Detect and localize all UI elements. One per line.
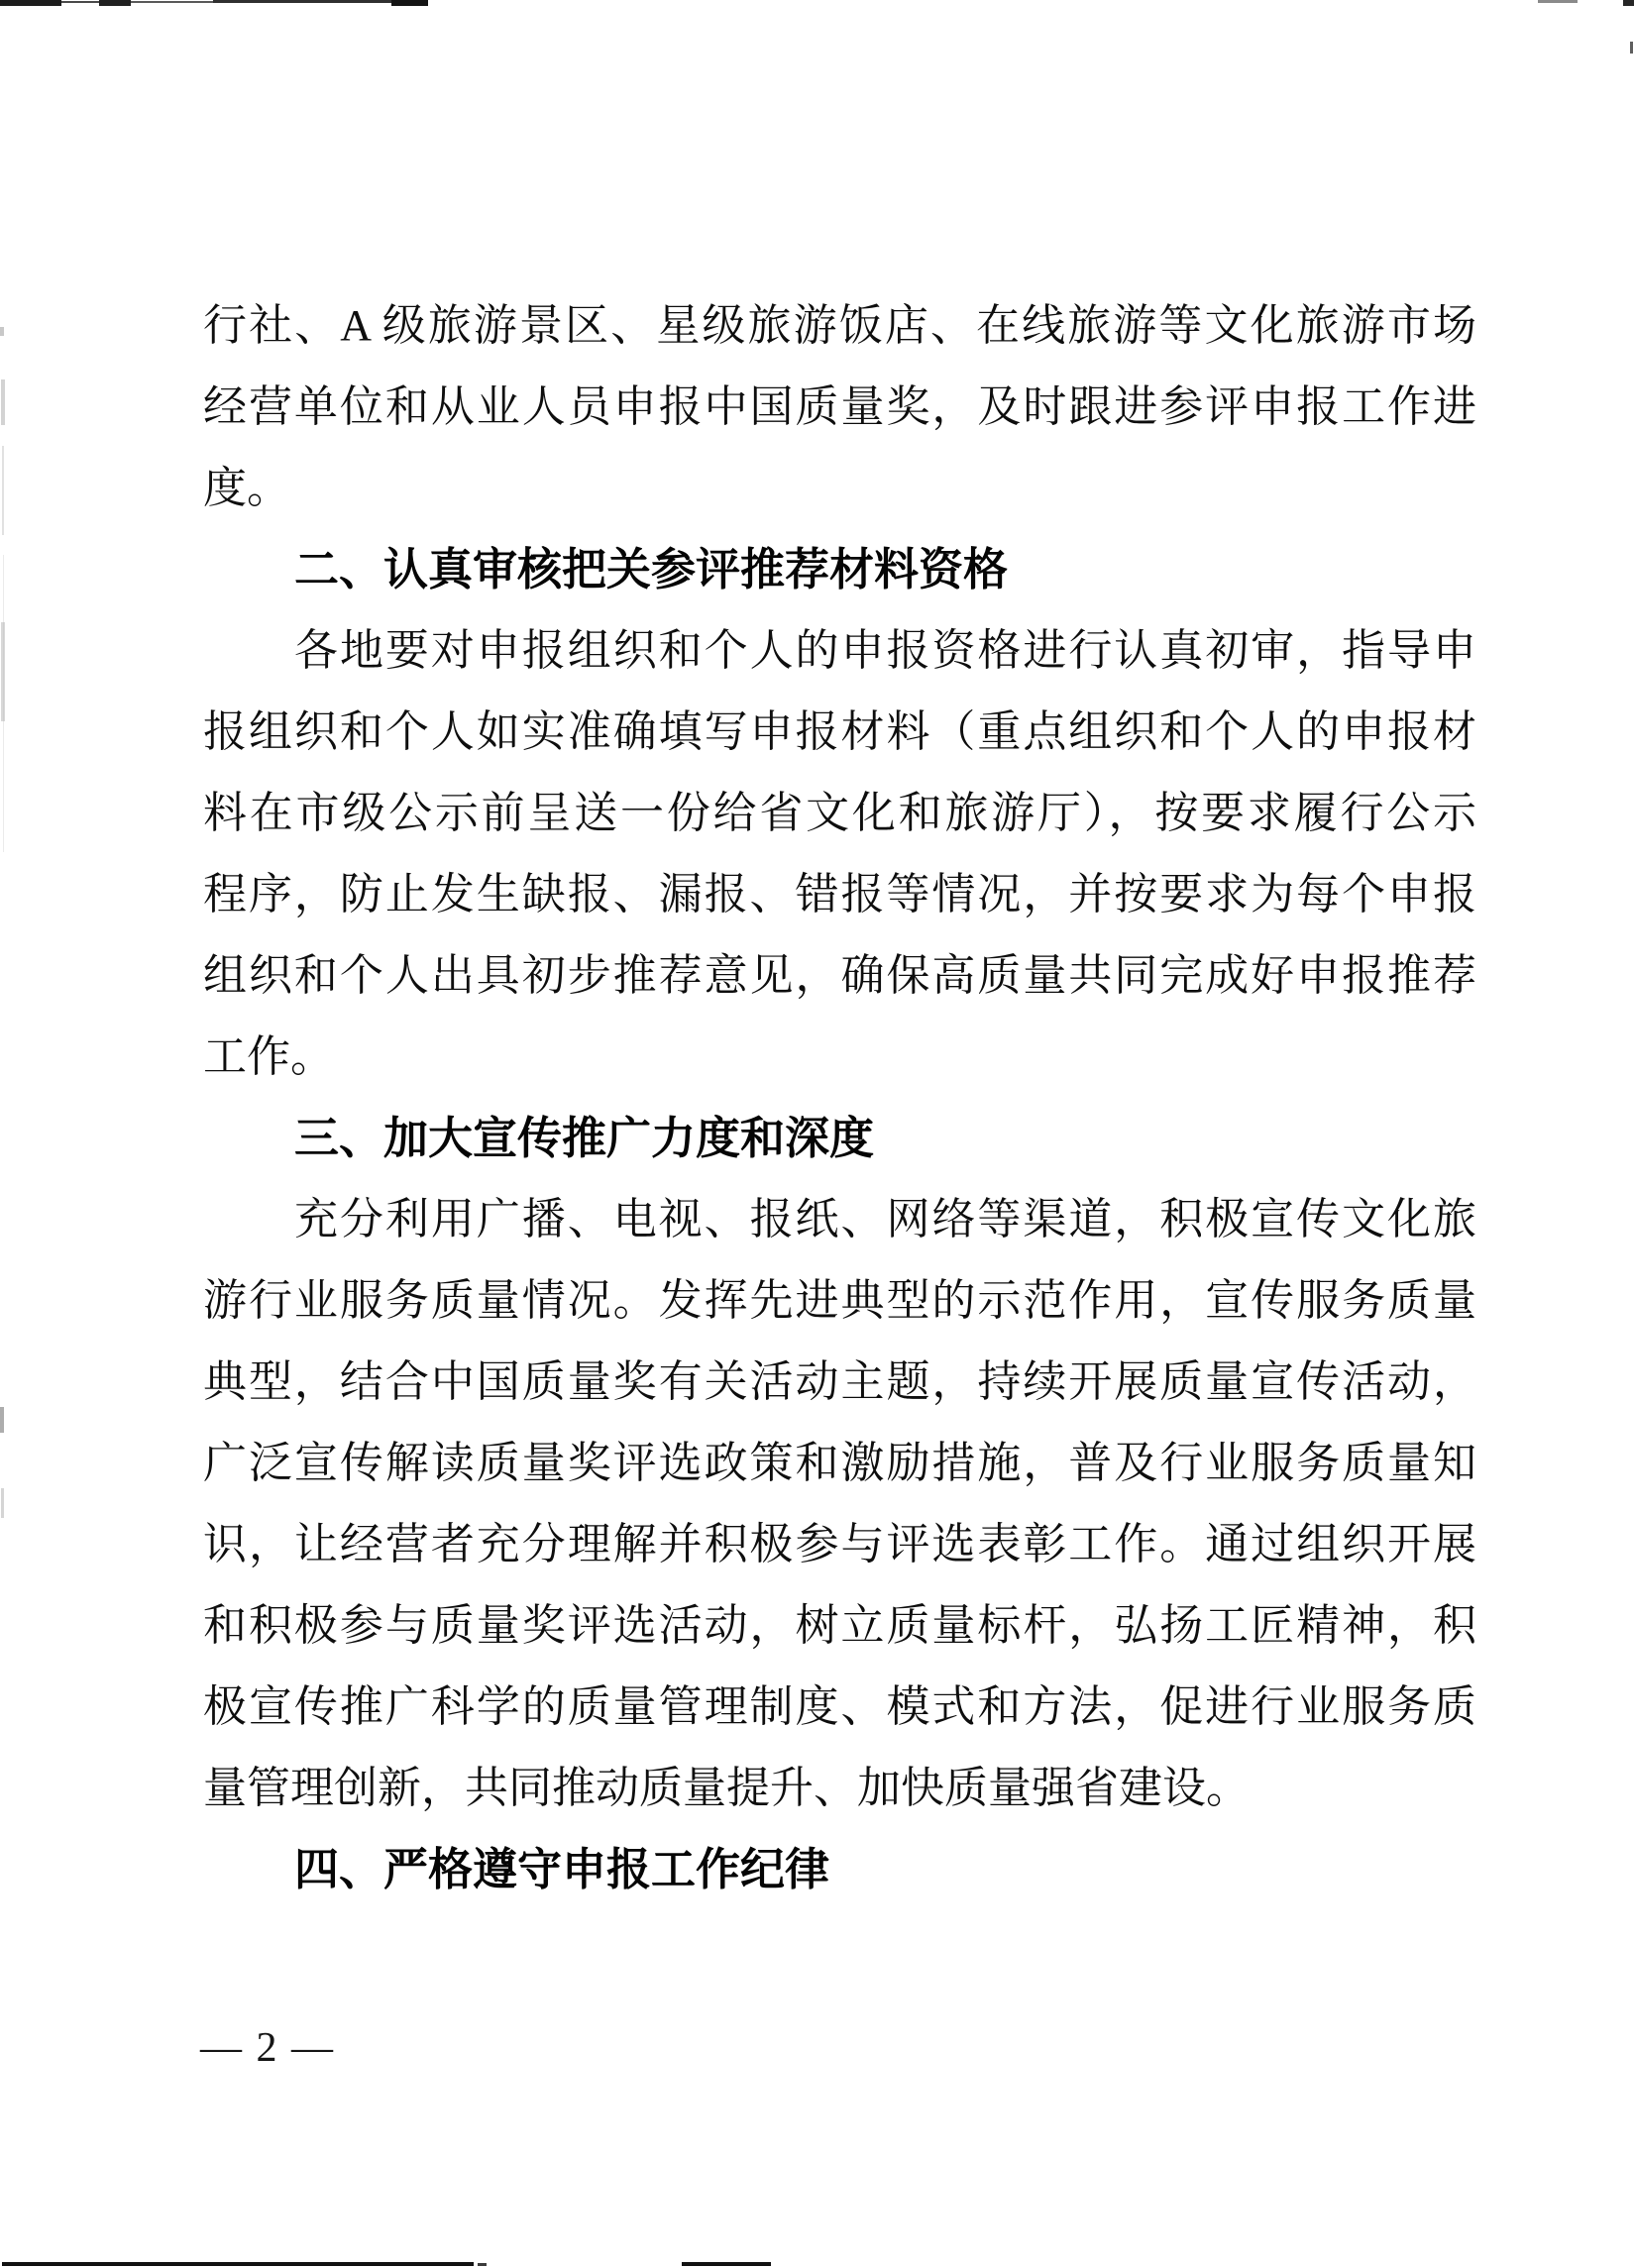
body-text-line: 量管理创新，共同推动质量提升、加快质量强省建设。 [203, 1764, 1250, 1812]
scan-artifact [3, 555, 4, 852]
scan-artifact [1, 379, 5, 425]
body-text-line: 极宣传推广科学的质量管理制度、模式和方法，促进行业服务质 [203, 1682, 1476, 1731]
scan-artifact [1630, 42, 1633, 54]
body-text-line: 经营单位和从业人员申报中国质量奖，及时跟进参评申报工作进 [203, 382, 1476, 431]
body-text-line: 各地要对申报组织和个人的申报资格进行认真初审，指导申 [294, 626, 1476, 675]
body-text-line: 工作。 [203, 1032, 334, 1081]
scan-artifact [2, 2262, 474, 2266]
scan-artifact [0, 1407, 4, 1433]
page-footer [200, 2027, 335, 2069]
body-text-line: 程序，防止发生缺报、漏报、错报等情况，并按要求为每个申报 [203, 870, 1476, 918]
scan-artifact [99, 0, 131, 6]
scan-artifact [0, 327, 4, 336]
section-heading: 三、加大宣传推广力度和深度 [294, 1113, 875, 1163]
page-number: — 2 — [200, 2025, 335, 2071]
scan-artifact [478, 2263, 487, 2266]
body-text-line: 典型，结合中国质量奖有关活动主题，持续开展质量宣传活动， [203, 1357, 1476, 1406]
body-text-line: 广泛宣传解读质量奖评选政策和激励措施，普及行业服务质量知 [203, 1439, 1476, 1487]
section-heading: 四、严格遵守申报工作纪律 [294, 1844, 830, 1894]
body-text-line: 识，让经营者充分理解并积极参与评选表彰工作。通过组织开展 [203, 1520, 1476, 1568]
scan-artifact [213, 0, 391, 3]
scan-artifact [1, 1488, 4, 1518]
body-text-line: 度。 [203, 464, 290, 512]
scan-artifact [1, 622, 5, 721]
body-text-line: 充分利用广播、电视、报纸、网络等渠道，积极宣传文化旅 [294, 1195, 1476, 1243]
body-text-line: 和积极参与质量奖评选活动，树立质量标杆，弘扬工匠精神，积 [203, 1601, 1476, 1650]
body-text-line: 料在市级公示前呈送一份给省文化和旅游厅），按要求履行公示 [203, 789, 1476, 837]
body-text-line: 报组织和个人如实准确填写申报材料（重点组织和个人的申报材 [203, 707, 1476, 756]
section-heading: 二、认真审核把关参评推荐材料资格 [294, 544, 1009, 594]
scan-artifact [682, 2262, 771, 2266]
scan-artifact [61, 1, 99, 3]
body-text-line: 组织和个人出具初步推荐意见，确保高质量共同完成好申报推荐 [203, 951, 1476, 1000]
scan-artifact [2, 446, 4, 535]
scan-artifact [1623, 0, 1634, 6]
scan-artifact [0, 0, 61, 6]
scan-artifact [1538, 0, 1578, 3]
body-text-line: 行社、A 级旅游景区、星级旅游饭店、在线旅游等文化旅游市场 [203, 301, 1476, 350]
scan-artifact [131, 1, 213, 3]
document-body [203, 285, 1476, 1910]
scan-artifact [391, 0, 428, 6]
body-text-line: 游行业服务质量情况。发挥先进典型的示范作用，宣传服务质量 [203, 1276, 1476, 1325]
